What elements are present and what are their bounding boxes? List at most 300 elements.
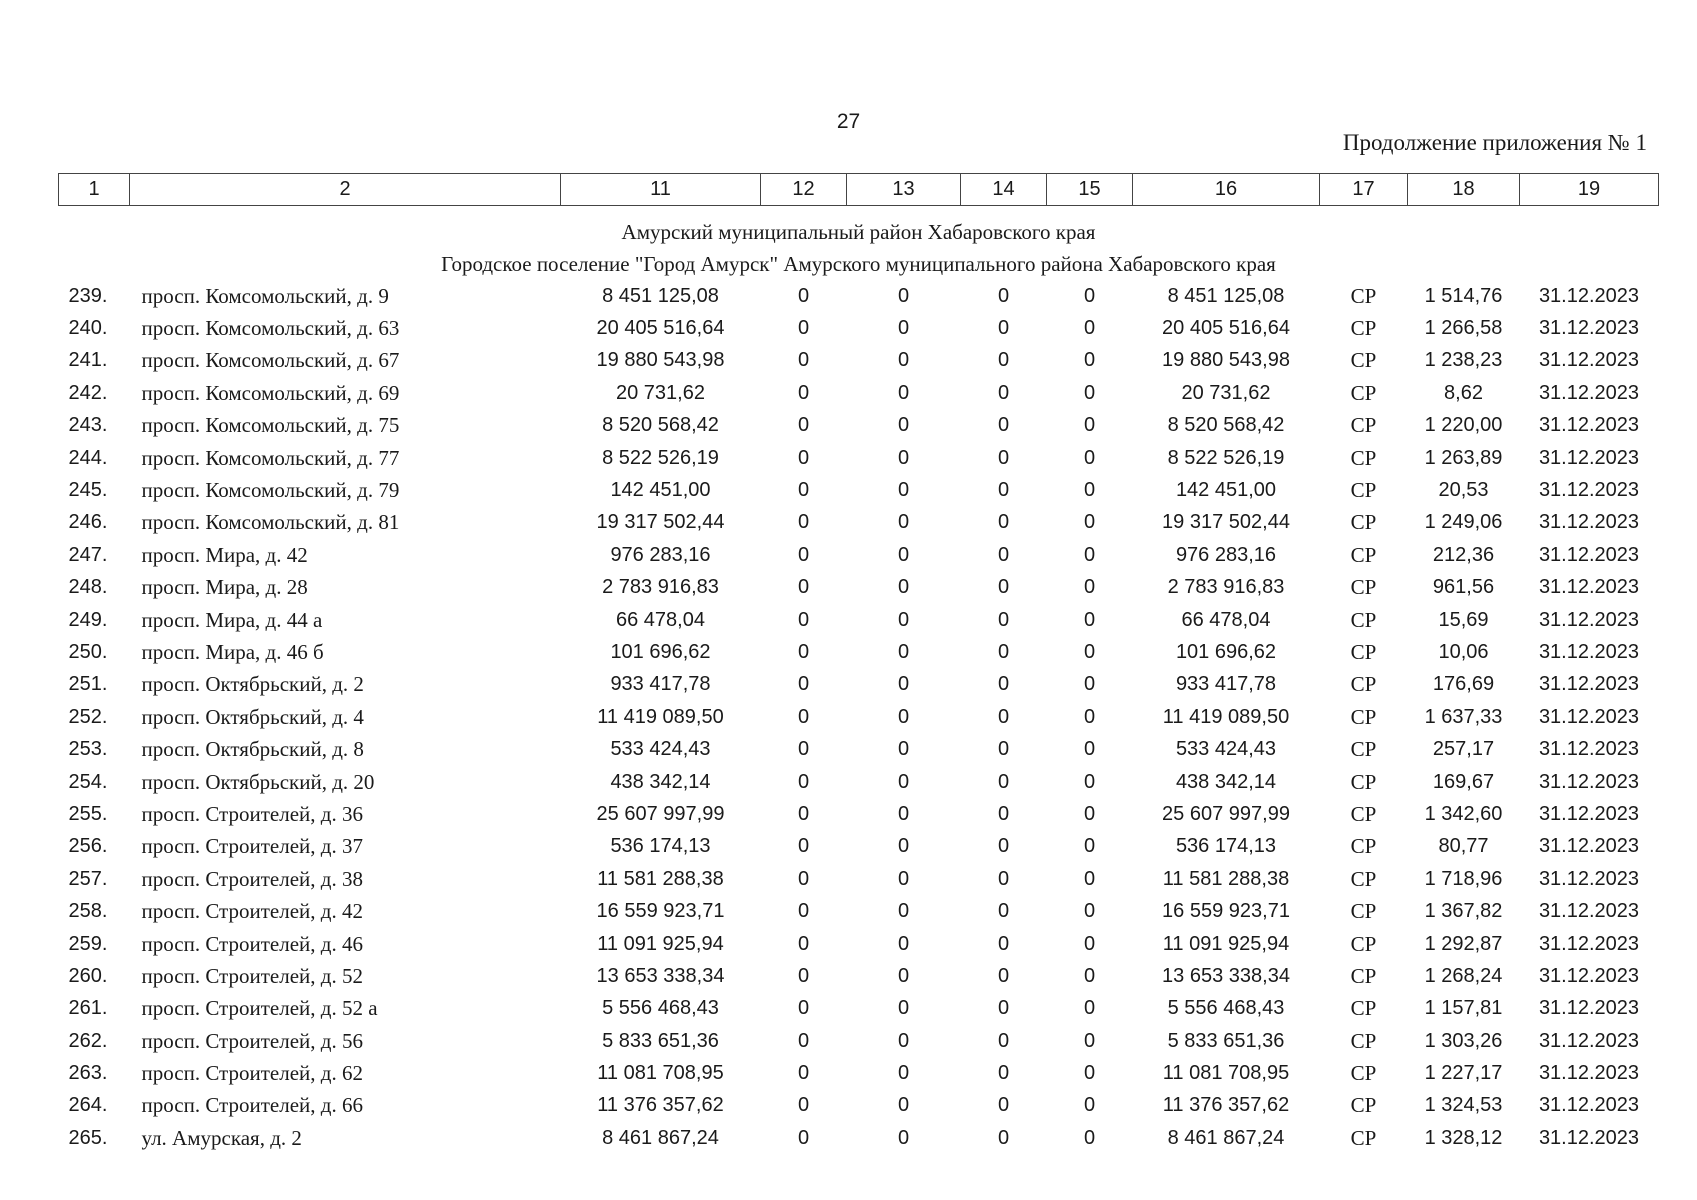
table-row [59, 572, 1659, 604]
amount-col15: 0 [1083, 900, 1096, 923]
address: просп. Комсомольский, д. 75 [141, 413, 400, 438]
area-value: 1 342,60 [1424, 802, 1503, 825]
deadline-date: 31.12.2023 [1538, 867, 1640, 890]
table-row [59, 1122, 1659, 1154]
address: просп. Комсомольский, д. 69 [141, 380, 400, 405]
amount-col13: 0 [897, 900, 910, 923]
amount-col13: 0 [897, 543, 910, 566]
amount-col12: 0 [797, 1029, 810, 1052]
address: просп. Комсомольский, д. 9 [141, 283, 389, 308]
amount-col12: 0 [797, 414, 810, 437]
amount-col11: 19 880 543,98 [596, 349, 725, 372]
source-code: СР [1350, 834, 1377, 859]
amount-col12: 0 [797, 381, 810, 404]
amount-col16: 13 653 338,34 [1162, 964, 1290, 987]
area-value: 1 292,87 [1424, 932, 1503, 955]
address: просп. Октябрьский, д. 8 [141, 737, 364, 762]
amount-col12: 0 [797, 1062, 810, 1085]
table-row [59, 993, 1659, 1025]
column-header: 14 [961, 174, 1047, 206]
section-title-settlement: Городское поселение "Город Амурск" Амурского муниципального района Хабаровского края [441, 251, 1276, 276]
amount-col15: 0 [1083, 479, 1096, 502]
table-row [59, 669, 1659, 701]
area-value: 80,77 [1438, 835, 1489, 858]
amount-col15: 0 [1083, 381, 1096, 404]
amount-col16: 11 376 357,62 [1162, 1094, 1290, 1117]
amount-col16: 11 419 089,50 [1162, 705, 1290, 728]
deadline-date: 31.12.2023 [1538, 446, 1640, 469]
amount-col14: 0 [997, 1126, 1010, 1149]
deadline-date: 31.12.2023 [1538, 997, 1640, 1020]
appendix-table [58, 173, 1659, 1155]
amount-col14: 0 [997, 673, 1010, 696]
amount-col13: 0 [897, 349, 910, 372]
deadline-date: 31.12.2023 [1538, 608, 1640, 631]
amount-col15: 0 [1083, 867, 1096, 890]
amount-col15: 0 [1083, 673, 1096, 696]
column-header: 15 [1047, 174, 1133, 206]
source-code: СР [1350, 769, 1377, 794]
amount-col14: 0 [997, 1029, 1010, 1052]
amount-col15: 0 [1083, 932, 1096, 955]
amount-col16: 25 607 997,99 [1162, 802, 1290, 825]
amount-col13: 0 [897, 640, 910, 663]
amount-col14: 0 [997, 770, 1010, 793]
amount-col12: 0 [797, 1094, 810, 1117]
table-row [59, 410, 1659, 442]
amount-col14: 0 [997, 608, 1010, 631]
row-number: 241. [68, 349, 108, 372]
amount-col14: 0 [997, 414, 1010, 437]
amount-col16: 438 342,14 [1175, 770, 1277, 793]
table-row [59, 863, 1659, 895]
amount-col11: 25 607 997,99 [596, 802, 725, 825]
deadline-date: 31.12.2023 [1538, 964, 1640, 987]
address: просп. Мира, д. 46 б [141, 639, 324, 664]
column-header: 2 [130, 174, 561, 206]
source-code: СР [1350, 672, 1377, 697]
source-code: СР [1350, 542, 1377, 567]
deadline-date: 31.12.2023 [1538, 1062, 1640, 1085]
amount-col12: 0 [797, 802, 810, 825]
amount-col13: 0 [897, 479, 910, 502]
amount-col13: 0 [897, 673, 910, 696]
amount-col16: 533 424,43 [1175, 738, 1277, 761]
amount-col12: 0 [797, 349, 810, 372]
deadline-date: 31.12.2023 [1538, 932, 1640, 955]
amount-col14: 0 [997, 997, 1010, 1020]
amount-col16: 101 696,62 [1175, 640, 1277, 663]
amount-col11: 13 653 338,34 [596, 964, 725, 987]
row-number: 249. [68, 608, 108, 631]
area-value: 961,56 [1432, 576, 1495, 599]
amount-col13: 0 [897, 608, 910, 631]
amount-col12: 0 [797, 932, 810, 955]
amount-col14: 0 [997, 640, 1010, 663]
amount-col13: 0 [897, 284, 910, 307]
source-code: СР [1350, 1125, 1377, 1150]
amount-col16: 5 556 468,43 [1167, 997, 1285, 1020]
page-number: 27 [836, 110, 861, 133]
source-code: СР [1350, 316, 1377, 341]
amount-col16: 536 174,13 [1175, 835, 1277, 858]
deadline-date: 31.12.2023 [1538, 414, 1640, 437]
row-number: 247. [68, 543, 108, 566]
amount-col11: 533 424,43 [610, 738, 711, 761]
amount-col14: 0 [997, 381, 1010, 404]
amount-col11: 5 556 468,43 [602, 997, 719, 1020]
source-code: СР [1350, 996, 1377, 1021]
row-number: 256. [68, 835, 108, 858]
amount-col14: 0 [997, 1094, 1010, 1117]
row-number: 240. [68, 317, 108, 340]
amount-col16: 8 520 568,42 [1167, 414, 1285, 437]
area-value: 10,06 [1438, 640, 1489, 663]
source-code: СР [1350, 510, 1377, 535]
deadline-date: 31.12.2023 [1538, 1126, 1640, 1149]
amount-col12: 0 [797, 479, 810, 502]
row-number: 244. [68, 446, 108, 469]
table-row [59, 831, 1659, 863]
table-row [59, 960, 1659, 992]
row-number: 245. [68, 479, 108, 502]
amount-col15: 0 [1083, 511, 1096, 534]
address: ул. Амурская, д. 2 [141, 1125, 302, 1150]
address: просп. Комсомольский, д. 77 [141, 445, 400, 470]
area-value: 1 718,96 [1424, 867, 1503, 890]
amount-col12: 0 [797, 608, 810, 631]
amount-col11: 11 091 925,94 [597, 932, 724, 955]
table-row [59, 895, 1659, 927]
row-number: 254. [68, 770, 108, 793]
amount-col15: 0 [1083, 770, 1096, 793]
address: просп. Строителей, д. 36 [141, 801, 363, 826]
amount-col11: 8 451 125,08 [602, 284, 719, 307]
row-number: 259. [68, 932, 108, 955]
amount-col16: 20 731,62 [1181, 381, 1271, 404]
area-value: 212,36 [1432, 543, 1495, 566]
amount-col11: 976 283,16 [610, 543, 711, 566]
amount-col16: 8 451 125,08 [1167, 284, 1285, 307]
address: просп. Строителей, д. 46 [141, 931, 363, 956]
row-number: 265. [68, 1126, 108, 1149]
source-code: СР [1350, 639, 1377, 664]
deadline-date: 31.12.2023 [1538, 705, 1640, 728]
amount-col11: 438 342,14 [610, 770, 711, 793]
area-value: 1 220,00 [1424, 414, 1503, 437]
amount-col13: 0 [897, 964, 910, 987]
area-value: 1 514,76 [1424, 284, 1503, 307]
spacer-row [59, 206, 1659, 217]
amount-col16: 933 417,78 [1175, 673, 1277, 696]
amount-col11: 20 731,62 [616, 381, 705, 404]
table-row [59, 474, 1659, 506]
address: просп. Строителей, д. 62 [141, 1061, 363, 1086]
amount-col12: 0 [797, 1126, 810, 1149]
amount-col12: 0 [797, 900, 810, 923]
amount-col14: 0 [997, 317, 1010, 340]
amount-col12: 0 [797, 446, 810, 469]
row-number: 261. [68, 997, 108, 1020]
amount-col14: 0 [997, 867, 1010, 890]
amount-col12: 0 [797, 738, 810, 761]
deadline-date: 31.12.2023 [1538, 738, 1640, 761]
section-row [59, 248, 1659, 280]
amount-col15: 0 [1083, 608, 1096, 631]
deadline-date: 31.12.2023 [1538, 317, 1640, 340]
section-title-district: Амурский муниципальный район Хабаровского края [621, 219, 1096, 244]
deadline-date: 31.12.2023 [1538, 1094, 1640, 1117]
amount-col15: 0 [1083, 543, 1096, 566]
section-row [59, 216, 1659, 248]
deadline-date: 31.12.2023 [1538, 511, 1640, 534]
row-number: 246. [68, 511, 108, 534]
amount-col13: 0 [897, 738, 910, 761]
deadline-date: 31.12.2023 [1538, 1029, 1640, 1052]
table-row [59, 928, 1659, 960]
area-value: 169,67 [1432, 770, 1495, 793]
deadline-date: 31.12.2023 [1538, 770, 1640, 793]
area-value: 1 637,33 [1424, 705, 1503, 728]
address: просп. Мира, д. 44 а [141, 607, 323, 632]
table-row [59, 1057, 1659, 1089]
amount-col13: 0 [897, 997, 910, 1020]
address: просп. Строителей, д. 66 [141, 1093, 363, 1118]
amount-col11: 5 833 651,36 [602, 1029, 719, 1052]
table-row [59, 798, 1659, 830]
amount-col15: 0 [1083, 414, 1096, 437]
amount-col15: 0 [1083, 802, 1096, 825]
address: просп. Мира, д. 42 [141, 542, 308, 567]
column-header: 13 [847, 174, 961, 206]
area-value: 1 328,12 [1424, 1126, 1503, 1149]
table-row [59, 636, 1659, 668]
row-number: 255. [68, 802, 108, 825]
amount-col11: 19 317 502,44 [596, 511, 725, 534]
source-code: СР [1350, 348, 1377, 373]
amount-col12: 0 [797, 867, 810, 890]
row-number: 253. [68, 738, 108, 761]
amount-col16: 19 317 502,44 [1162, 511, 1290, 534]
amount-col13: 0 [897, 1029, 910, 1052]
source-code: СР [1350, 1093, 1377, 1118]
source-code: СР [1350, 1061, 1377, 1086]
amount-col12: 0 [797, 964, 810, 987]
area-value: 15,69 [1438, 608, 1489, 631]
table-row [59, 345, 1659, 377]
amount-col11: 8 522 526,19 [602, 446, 719, 469]
amount-col14: 0 [997, 1062, 1010, 1085]
amount-col11: 16 559 923,71 [596, 900, 725, 923]
column-header: 17 [1320, 174, 1408, 206]
amount-col16: 2 783 916,83 [1167, 576, 1285, 599]
table-row [59, 539, 1659, 571]
amount-col12: 0 [797, 576, 810, 599]
area-value: 20,53 [1438, 479, 1489, 502]
area-value: 1 303,26 [1424, 1029, 1503, 1052]
area-value: 1 266,58 [1424, 317, 1503, 340]
amount-col12: 0 [797, 284, 810, 307]
amount-col13: 0 [897, 835, 910, 858]
amount-col15: 0 [1083, 964, 1096, 987]
source-code: СР [1350, 704, 1377, 729]
amount-col12: 0 [797, 640, 810, 663]
address: просп. Комсомольский, д. 63 [141, 316, 400, 341]
address: просп. Октябрьский, д. 4 [141, 704, 364, 729]
amount-col16: 16 559 923,71 [1162, 900, 1290, 923]
amount-col11: 536 174,13 [610, 835, 711, 858]
source-code: СР [1350, 607, 1377, 632]
source-code: СР [1350, 413, 1377, 438]
amount-col13: 0 [897, 511, 910, 534]
column-header: 18 [1408, 174, 1520, 206]
amount-col11: 11 081 708,95 [597, 1062, 724, 1085]
area-value: 1 367,82 [1424, 900, 1503, 923]
amount-col14: 0 [997, 835, 1010, 858]
deadline-date: 31.12.2023 [1538, 673, 1640, 696]
amount-col12: 0 [797, 835, 810, 858]
amount-col15: 0 [1083, 1062, 1096, 1085]
row-number: 260. [68, 964, 108, 987]
amount-col14: 0 [997, 284, 1010, 307]
row-number: 242. [68, 381, 108, 404]
area-value: 1 324,53 [1424, 1094, 1503, 1117]
area-value: 1 227,17 [1424, 1062, 1503, 1085]
deadline-date: 31.12.2023 [1538, 284, 1640, 307]
deadline-date: 31.12.2023 [1538, 900, 1640, 923]
amount-col16: 11 581 288,38 [1162, 867, 1290, 890]
amount-col14: 0 [997, 576, 1010, 599]
amount-col14: 0 [997, 479, 1010, 502]
address: просп. Строителей, д. 38 [141, 866, 363, 891]
table-row [59, 766, 1659, 798]
amount-col13: 0 [897, 576, 910, 599]
amount-col15: 0 [1083, 835, 1096, 858]
deadline-date: 31.12.2023 [1538, 640, 1640, 663]
address: просп. Строителей, д. 52 а [141, 996, 378, 1021]
deadline-date: 31.12.2023 [1538, 381, 1640, 404]
source-code: СР [1350, 575, 1377, 600]
row-number: 257. [68, 867, 108, 890]
amount-col12: 0 [797, 511, 810, 534]
amount-col14: 0 [997, 511, 1010, 534]
row-number: 250. [68, 640, 108, 663]
amount-col11: 66 478,04 [616, 608, 705, 631]
amount-col13: 0 [897, 446, 910, 469]
amount-col14: 0 [997, 446, 1010, 469]
amount-col16: 5 833 651,36 [1167, 1029, 1285, 1052]
column-header: 16 [1133, 174, 1320, 206]
amount-col11: 101 696,62 [610, 640, 711, 663]
amount-col13: 0 [897, 1094, 910, 1117]
amount-col16: 19 880 543,98 [1162, 349, 1290, 372]
amount-col13: 0 [897, 317, 910, 340]
amount-col11: 8 520 568,42 [602, 414, 719, 437]
row-number: 258. [68, 900, 108, 923]
amount-col16: 11 091 925,94 [1162, 932, 1290, 955]
amount-col14: 0 [997, 738, 1010, 761]
amount-col14: 0 [997, 705, 1010, 728]
address: просп. Строителей, д. 56 [141, 1028, 363, 1053]
address: просп. Строителей, д. 52 [141, 963, 363, 988]
continuation-caption: Продолжение приложения № 1 [1342, 130, 1647, 155]
amount-col16: 66 478,04 [1181, 608, 1271, 631]
row-number: 243. [68, 414, 108, 437]
area-value: 1 157,81 [1424, 997, 1503, 1020]
row-number: 262. [68, 1029, 108, 1052]
source-code: СР [1350, 931, 1377, 956]
amount-col11: 20 405 516,64 [596, 317, 725, 340]
amount-col15: 0 [1083, 317, 1096, 340]
amount-col15: 0 [1083, 738, 1096, 761]
source-code: СР [1350, 899, 1377, 924]
address: просп. Октябрьский, д. 20 [141, 769, 375, 794]
column-header: 12 [761, 174, 847, 206]
deadline-date: 31.12.2023 [1538, 479, 1640, 502]
amount-col14: 0 [997, 932, 1010, 955]
source-code: СР [1350, 737, 1377, 762]
amount-col11: 11 419 089,50 [597, 705, 724, 728]
area-value: 176,69 [1432, 673, 1495, 696]
table-row [59, 442, 1659, 474]
address: просп. Строителей, д. 42 [141, 899, 363, 924]
row-number: 264. [68, 1094, 108, 1117]
deadline-date: 31.12.2023 [1538, 576, 1640, 599]
address: просп. Октябрьский, д. 2 [141, 672, 364, 697]
area-value: 257,17 [1432, 738, 1495, 761]
source-code: СР [1350, 478, 1377, 503]
amount-col13: 0 [897, 770, 910, 793]
area-value: 1 249,06 [1424, 511, 1503, 534]
amount-col16: 11 081 708,95 [1162, 1062, 1290, 1085]
amount-col13: 0 [897, 414, 910, 437]
amount-col15: 0 [1083, 997, 1096, 1020]
amount-col15: 0 [1083, 576, 1096, 599]
amount-col13: 0 [897, 705, 910, 728]
deadline-date: 31.12.2023 [1538, 349, 1640, 372]
amount-col16: 976 283,16 [1175, 543, 1277, 566]
amount-col12: 0 [797, 997, 810, 1020]
column-header: 19 [1520, 174, 1659, 206]
source-code: СР [1350, 801, 1377, 826]
amount-col15: 0 [1083, 446, 1096, 469]
address: просп. Мира, д. 28 [141, 575, 308, 600]
source-code: СР [1350, 380, 1377, 405]
table-row [59, 701, 1659, 733]
source-code: СР [1350, 963, 1377, 988]
table-row [59, 604, 1659, 636]
amount-col14: 0 [997, 349, 1010, 372]
amount-col12: 0 [797, 543, 810, 566]
amount-col12: 0 [797, 705, 810, 728]
amount-col14: 0 [997, 802, 1010, 825]
amount-col16: 8 522 526,19 [1167, 446, 1285, 469]
source-code: СР [1350, 866, 1377, 891]
table-row [59, 312, 1659, 344]
area-value: 1 268,24 [1424, 964, 1503, 987]
source-code: СР [1350, 445, 1377, 470]
source-code: СР [1350, 283, 1377, 308]
amount-col13: 0 [897, 932, 910, 955]
table-row [59, 1090, 1659, 1122]
amount-col15: 0 [1083, 349, 1096, 372]
amount-col11: 11 581 288,38 [597, 867, 724, 890]
deadline-date: 31.12.2023 [1538, 802, 1640, 825]
amount-col16: 142 451,00 [1175, 479, 1277, 502]
address: просп. Строителей, д. 37 [141, 834, 363, 859]
amount-col16: 8 461 867,24 [1167, 1126, 1285, 1149]
column-number-row [59, 174, 1659, 206]
